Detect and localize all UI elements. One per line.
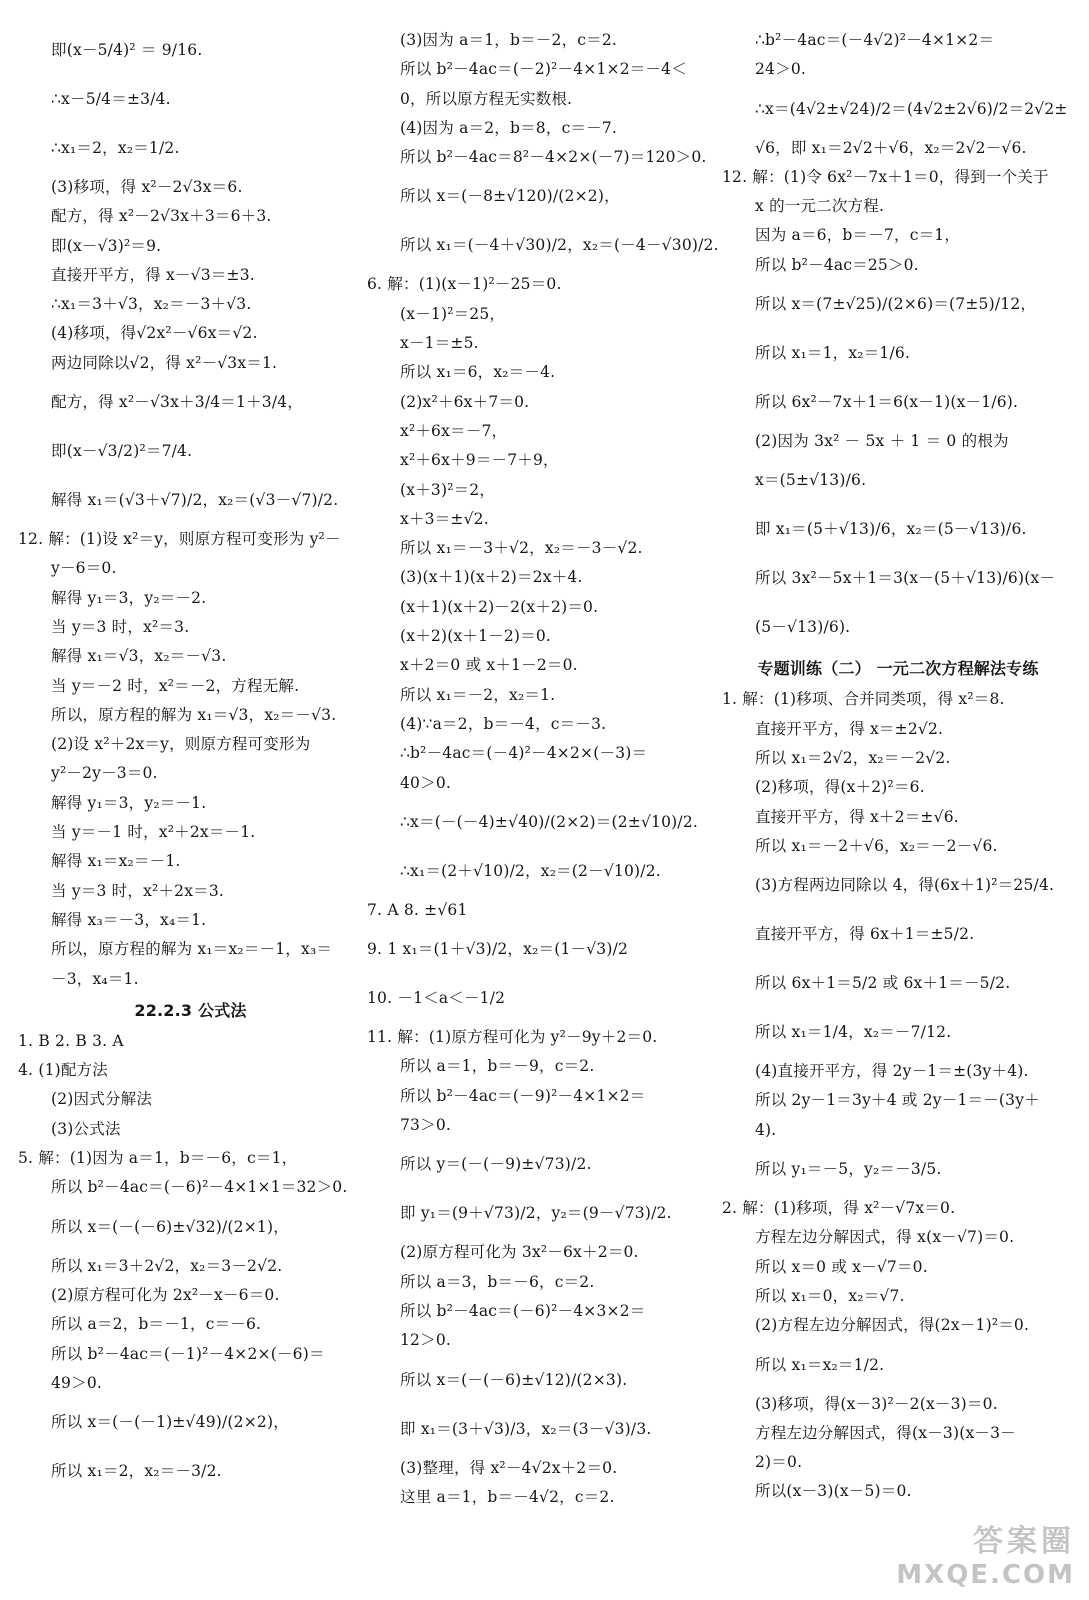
answer-line: √6，即 x₁＝2√2＋√6，x₂＝2√2－√6. xyxy=(755,138,1027,157)
answer-line: (x－1)²＝25， xyxy=(400,304,506,323)
answer-line: 所以(x－3)(x－5)＝0. xyxy=(755,1482,912,1501)
answer-line: ∴x＝(4√2±√24)/2＝(4√2±2√6)/2＝2√2± xyxy=(755,99,1068,118)
answer-line: 当 y＝3 时，x²＝3. xyxy=(51,617,190,636)
answer-line: 两边同除以√2，得 x²－√3x＝1. xyxy=(51,353,278,372)
answer-line: ∴x₁＝3＋√3，x₂＝－3＋√3. xyxy=(51,295,252,314)
answer-line: 所以 x₁＝6，x₂＝－4. xyxy=(400,363,556,382)
answer-line: 12. 解：(1)令 6x²－7x＋1＝0，得到一个关于 xyxy=(722,167,1049,186)
answer-line: 解得 x₁＝√3，x₂＝－√3. xyxy=(51,647,227,666)
answer-line: ∴x₁＝(2＋√10)/2，x₂＝(2－√10)/2. xyxy=(400,861,661,880)
answer-line: 所以 x₁＝－2＋√6，x₂＝－2－√6. xyxy=(755,836,998,855)
answer-line: 所以 2y－1＝3y＋4 或 2y－1＝－(3y＋ xyxy=(755,1091,1040,1110)
answer-line: 即(x－5/4)² ＝ 9/16. xyxy=(51,41,203,59)
answer-line: 解得 y₁＝3，y₂＝－1. xyxy=(51,793,207,812)
answer-line: (3)因为 a＝1，b＝－2，c＝2. xyxy=(400,31,618,49)
answer-line: 即(x－√3/2)²＝7/4. xyxy=(51,442,193,461)
column-middle xyxy=(367,26,719,1512)
answer-line: 所以 x₁＝3＋2√2，x₂＝3－2√2. xyxy=(51,1256,283,1275)
answer-line: 所以 b²－4ac＝(－6)²－4×3×2＝ xyxy=(400,1301,646,1320)
answer-line: 当 y＝－2 时，x²＝－2，方程无解. xyxy=(51,676,300,695)
section-heading: 专题训练（二） 一元二次方程解法专练 xyxy=(757,659,1039,679)
watermark-url: MXQE.COM xyxy=(896,1560,1075,1590)
answer-line: 所以 x＝(7±√25)/(2×6)＝(7±5)/12， xyxy=(755,295,1037,314)
answer-line: 解得 x₁＝(√3＋√7)/2，x₂＝(√3－√7)/2. xyxy=(51,491,339,510)
answer-line: 即 x₁＝(5＋√13)/6，x₂＝(5－√13)/6. xyxy=(755,520,1027,539)
answer-line: 所以 x₁＝2，x₂＝－3/2. xyxy=(51,1462,222,1481)
answer-line: 所以 6x＋1＝5/2 或 6x＋1＝－5/2. xyxy=(755,974,1011,993)
answer-line: 方程左边分解因式，得 x(x－√7)＝0. xyxy=(755,1228,1015,1247)
answer-line: (2)因式分解法 xyxy=(51,1090,153,1109)
answer-line: x 的一元二次方程. xyxy=(755,197,885,216)
answer-line: 2)＝0. xyxy=(755,1453,803,1472)
answer-line: 所以 x₁＝1/4，x₂＝－7/12. xyxy=(755,1023,952,1042)
answer-line: 方程左边分解因式，得(x－3)(x－3－ xyxy=(755,1423,1016,1442)
answer-line: 解得 x₁＝x₂＝－1. xyxy=(51,852,181,871)
answer-line: (4)移项，得√2x²－√6x＝√2. xyxy=(51,324,258,343)
answer-line: 所以 b²－4ac＝(－9)²－4×1×2＝ xyxy=(400,1086,646,1105)
answer-line: 直接开平方，得 x＋2＝±√6. xyxy=(755,807,959,826)
answer-line: x²＋6x＝－7， xyxy=(400,421,508,440)
watermark-logo xyxy=(896,1516,1075,1590)
answer-line: －3，x₄＝1. xyxy=(51,969,139,988)
answer-line: (2)方程左边分解因式，得(2x－1)²＝0. xyxy=(755,1316,1030,1335)
answer-line: 49＞0. xyxy=(51,1373,103,1392)
answer-line: 配方，得 x²－√3x＋3/4＝1＋3/4， xyxy=(51,393,304,412)
answer-line: 73＞0. xyxy=(400,1116,452,1135)
answer-line: 因为 a＝6，b＝－7，c＝1， xyxy=(755,226,961,245)
answer-line: (x＋1)(x＋2)－2(x＋2)＝0. xyxy=(400,597,599,616)
answer-line: 所以 3x²－5x＋1＝3(x－(5＋√13)/6)(x－ xyxy=(755,569,1056,588)
answer-line: 即 y₁＝(9＋√73)/2，y₂＝(9－√73)/2. xyxy=(400,1204,672,1223)
answer-line: 9. 1 x₁＝(1＋√3)/2，x₂＝(1－√3)/2 xyxy=(367,940,629,959)
answer-line: 配方，得 x²－2√3x＋3＝6＋3. xyxy=(51,207,272,226)
answer-line: 即(x－√3)²＝9. xyxy=(51,236,162,255)
column-right xyxy=(722,26,1074,1507)
section-heading: 22.2.3 公式法 xyxy=(134,1000,247,1020)
answer-line: (3)移项，得 x²－2√3x＝6. xyxy=(51,178,243,196)
answer-line: 所以 y₁＝－5，y₂＝－3/5. xyxy=(755,1160,942,1179)
answer-line: ∴x－5/4＝±3/4. xyxy=(51,90,171,108)
answer-line: (3)公式法 xyxy=(51,1119,121,1138)
answer-line: 所以 x＝(－(－1)±√49)/(2×2)， xyxy=(51,1413,289,1432)
answer-line: 6. 解：(1)(x－1)²－25＝0. xyxy=(367,275,562,294)
answer-line: x－1＝±5. xyxy=(400,334,479,353)
answer-line: ∴x₁＝2，x₂＝1/2. xyxy=(51,139,180,157)
answer-line: (3)整理，得 x²－4√2x＋2＝0. xyxy=(400,1458,618,1477)
answer-line: 4. (1)配方法 xyxy=(18,1061,108,1080)
answer-line: 所以 x₁＝2√2，x₂＝－2√2. xyxy=(755,748,951,767)
answer-line: 所以 x＝(－(－6)±√12)/(2×3). xyxy=(400,1370,628,1389)
answer-line: 4). xyxy=(755,1120,777,1139)
answer-line: 所以 b²－4ac＝(－6)²－4×1×1＝32＞0. xyxy=(51,1178,348,1197)
answer-line: ∴b²－4ac＝(－4√2)²－4×1×2＝ xyxy=(755,31,995,49)
answer-line: (2)因为 3x² － 5x ＋ 1 ＝ 0 的根为 xyxy=(755,432,1009,451)
answer-line: 所以 a＝3，b＝－6，c＝2. xyxy=(400,1272,595,1291)
answer-line: 所以 x₁＝1，x₂＝1/6. xyxy=(755,344,911,363)
answer-line: 所以 x₁＝(－4＋√30)/2，x₂＝(－4－√30)/2. xyxy=(400,236,719,255)
answer-line: 所以 x₁＝0，x₂＝√7. xyxy=(755,1286,905,1305)
answer-line: 40＞0. xyxy=(400,773,452,792)
answer-line: 直接开平方，得 6x＋1＝±5/2. xyxy=(755,925,975,944)
watermark-logo-text: 答案圈 xyxy=(973,1524,1075,1559)
answer-line: (5－√13)/6). xyxy=(755,618,851,637)
answer-line: 1. B 2. B 3. A xyxy=(18,1031,124,1050)
answer-line: 1. 解：(1)移项、合并同类项，得 x²＝8. xyxy=(722,690,1005,709)
answer-line: 0，所以原方程无实数根. xyxy=(400,89,573,108)
answer-line: (4)∵a＝2，b＝－4，c＝－3. xyxy=(400,714,607,733)
answer-line: 11. 解：(1)原方程可化为 y²－9y＋2＝0. xyxy=(367,1028,658,1047)
answer-line: (2)原方程可化为 3x²－6x＋2＝0. xyxy=(400,1243,639,1262)
answer-line: (2)设 x²＋2x＝y，则原方程可变形为 xyxy=(51,735,311,754)
answer-line: 所以 x＝0 或 x－√7＝0. xyxy=(755,1257,928,1276)
answer-line: 所以 x₁＝－2，x₂＝1. xyxy=(400,685,556,704)
answer-line: 2. 解：(1)移项，得 x²－√7x＝0. xyxy=(722,1199,956,1218)
answer-line: 10. －1＜a＜－1/2 xyxy=(367,989,506,1008)
answer-line: (3)移项，得(x－3)²－2(x－3)＝0. xyxy=(755,1394,998,1413)
answer-line: (2)原方程可化为 2x²－x－6＝0. xyxy=(51,1285,280,1304)
answer-line: x＋2＝0 或 x＋1－2＝0. xyxy=(400,656,578,675)
answer-line: 当 y＝3 时，x²＋2x＝3. xyxy=(51,881,225,900)
answer-line: (2)移项，得(x＋2)²＝6. xyxy=(755,778,925,797)
answer-line: y－6＝0. xyxy=(51,559,117,578)
answer-line: (4)直接开平方，得 2y－1＝±(3y＋4). xyxy=(755,1062,1029,1081)
answer-line: 当 y＝－1 时，x²＋2x＝－1. xyxy=(51,823,256,842)
answer-line: 所以 a＝1，b＝－9，c＝2. xyxy=(400,1057,595,1076)
answer-line: 直接开平方，得 x－√3＝±3. xyxy=(51,265,255,284)
answer-line: 所以 b²－4ac＝25＞0. xyxy=(755,255,919,274)
answer-line: ∴b²－4ac＝(－4)²－4×2×(－3)＝ xyxy=(400,744,648,763)
column-left xyxy=(18,26,363,1496)
answer-line: 所以，原方程的解为 x₁＝x₂＝－1，x₃＝ xyxy=(51,940,333,959)
answer-line: (x＋3)²＝2， xyxy=(400,480,496,499)
answer-line: 7. A 8. ±√61 xyxy=(367,900,468,919)
answer-line: x²＋6x＋9＝－7＋9， xyxy=(400,451,559,470)
answer-line: (x＋2)(x＋1－2)＝0. xyxy=(400,627,552,646)
answer-line: y²－2y－3＝0. xyxy=(51,764,158,783)
answer-line: 这里 a＝1，b＝－4√2，c＝2. xyxy=(400,1487,615,1506)
answer-line: 所以 y＝(－(－9)±√73)/2. xyxy=(400,1155,592,1174)
answer-line: (3)方程两边同除以 4，得(6x＋1)²＝25/4. xyxy=(755,876,1055,895)
answer-line: 所以 x＝(－(－6)±√32)/(2×1)， xyxy=(51,1217,289,1236)
answer-line: 解得 x₃＝－3，x₄＝1. xyxy=(51,910,207,929)
answer-line: 所以 b²－4ac＝(－2)²－4×1×2＝－4＜ xyxy=(400,60,687,79)
answer-line: (3)(x＋1)(x＋2)＝2x＋4. xyxy=(400,568,583,587)
answer-line: (4)因为 a＝2，b＝8，c＝－7. xyxy=(400,118,618,137)
answer-line: 12＞0. xyxy=(400,1331,452,1350)
answer-line: 所以 x₁＝x₂＝1/2. xyxy=(755,1355,885,1374)
answer-line: 直接开平方，得 x＝±2√2. xyxy=(755,719,944,738)
answer-line: 所以 x₁＝－3＋√2，x₂＝－3－√2. xyxy=(400,539,643,558)
answer-line: 所以，原方程的解为 x₁＝√3，x₂＝－√3. xyxy=(51,705,337,724)
answer-line: ∴x＝(－(－4)±√40)/(2×2)＝(2±√10)/2. xyxy=(400,812,699,831)
answer-line: 所以 6x²－7x＋1＝6(x－1)(x－1/6). xyxy=(755,393,1019,412)
answer-line: 解得 y₁＝3，y₂＝－2. xyxy=(51,588,207,607)
answer-line: 即 x₁＝(3＋√3)/3，x₂＝(3－√3)/3. xyxy=(400,1419,652,1438)
answer-line: 12. 解：(1)设 x²＝y，则原方程可变形为 y²－ xyxy=(18,530,341,549)
answer-line: 所以 a＝2，b＝－1，c＝－6. xyxy=(51,1315,262,1334)
answer-line: 所以 b²－4ac＝8²－4×2×(－7)＝120＞0. xyxy=(400,148,707,167)
answer-line: x＋3＝±√2. xyxy=(400,509,489,528)
answer-line: 5. 解：(1)因为 a＝1，b＝－6，c＝1， xyxy=(18,1149,298,1168)
answer-line: x＝(5±√13)/6. xyxy=(755,471,867,490)
answer-line: 所以 x＝(－8±√120)/(2×2)， xyxy=(400,187,620,206)
answer-line: 所以 b²－4ac＝(－1)²－4×2×(－6)＝ xyxy=(51,1344,325,1363)
answer-line: 24＞0. xyxy=(755,60,807,79)
answer-line: (2)x²＋6x＋7＝0. xyxy=(400,392,530,411)
